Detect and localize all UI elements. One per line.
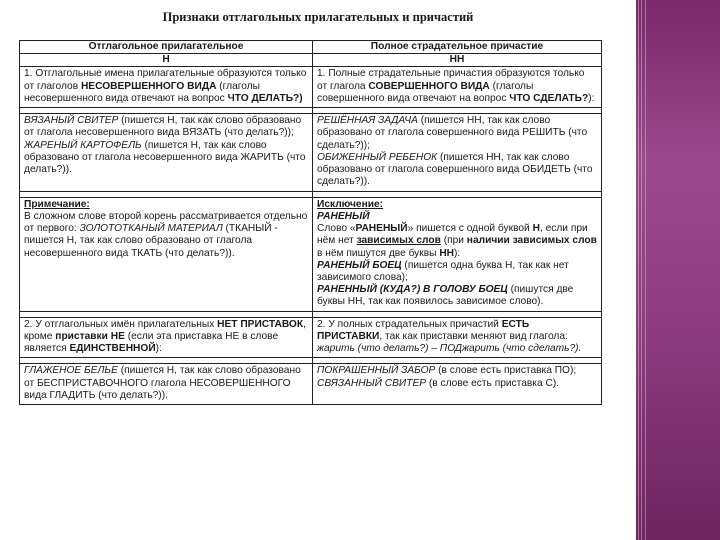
left-example-glazhenoe: ГЛАЖЕНОЕ БЕЛЬЕ (пишется Н, так как слово образовано от БЕСПРИСТАВОЧНОГО глагола НЕСОВЕРШЕННОГО вида ГЛАДИТЬ (что делать?)). xyxy=(24,365,301,401)
right-examples1 xyxy=(313,114,602,191)
left-note: Примечание: В сложном слове второй корень рассматривается отдельно от первого: ЗОЛОТОТКАНЫЙ МАТЕРИАЛ (ТКАНЫЙ - пишется Н, так как слово образовано от глагола несовершенного вида ТКАТЬ (что делать?)). xyxy=(20,197,313,311)
right-example-pokrashenny: ПОКРАШЕННЫЙ ЗАБОР (в слове есть приставка ПО); xyxy=(317,365,577,377)
right-example-svyazanny: СВЯЗАННЫЙ СВИТЕР (в слове есть приставка С). xyxy=(317,377,560,389)
exception-heading: Исключение: xyxy=(317,198,384,210)
comparison-table xyxy=(19,40,602,405)
suffix-n: Н xyxy=(20,54,313,67)
right-example-reshennaya: РЕШЁННАЯ ЗАДАЧА (пишется НН, так как слово образовано от глагола совершенного вида РЕШИТЬ (что сделать?)); xyxy=(317,115,588,151)
note-row xyxy=(20,197,602,311)
right-examples2 xyxy=(313,364,602,405)
note-heading: Примечание: xyxy=(24,198,90,210)
header-row xyxy=(20,41,602,54)
left-examples2 xyxy=(20,364,313,405)
left-example-zhareny: ЖАРЕНЫЙ КАРТОФЕЛЬ (пишется Н, так как слово образовано от глагола несовершенного вида ЖАРИТЬ (что делать?)). xyxy=(24,139,306,176)
page-title: Признаки отглагольных прилагательных и причастий xyxy=(162,10,474,24)
suffix-row xyxy=(20,54,602,67)
right-example-obizhenny: ОБИЖЕННЫЙ РЕБЕНОК (пишется НН, так как слово образовано от глагола совершенного вида ОБИДЕТЬ (что сделать?)). xyxy=(317,151,593,188)
examples2-row xyxy=(20,364,602,405)
rule2-row xyxy=(20,317,602,358)
rule1-row xyxy=(20,67,602,108)
left-rule1: 1. Отглагольные имена прилагательные образуются только от глаголов НЕСОВЕРШЕННОГО ВИДА (глаголы несовершенного вида отвечают на вопрос ЧТО ДЕЛАТЬ?) xyxy=(20,67,313,108)
decorative-side-panel xyxy=(636,0,720,540)
examples1-row xyxy=(20,114,602,191)
left-rule2: 2. У отглагольных имён прилагательных НЕТ ПРИСТАВОК, кроме приставки НЕ (если эта приставка НЕ в слове является ЕДИНСТВЕННОЙ): xyxy=(20,317,313,358)
right-rule1: 1. Полные страдательные причастия образуются только от глагола СОВЕРШЕННОГО ВИДА (глаголы совершенного вида отвечают на вопрос ЧТО СДЕЛАТЬ?): xyxy=(313,67,602,108)
column-heading-participle: Полное страдательное причастие xyxy=(313,41,602,54)
column-heading-adjective: Отглагольное прилагательное xyxy=(20,41,313,54)
right-exception: Исключение: РАНЕНЫЙ Слово «РАНЕНЫЙ» пишется с одной буквой Н, если при нём нет зависимых слов (при наличии зависимых слов в нём пишутся две буквы НН): РАНЕНЫЙ БОЕЦ (пишется одна буква Н, так как нет зависимого слова); РАНЕННЫЙ (КУДА?) В ГОЛОВУ БОЕЦ (пишутся две буквы НН, так как появилось зависимое слово). xyxy=(313,197,602,311)
left-example-vyazany: ВЯЗАНЫЙ СВИТЕР (пишется Н, так как слово образовано от глагола несовершенного вида ВЯЗАТЬ (что делать?)); xyxy=(24,115,302,139)
left-examples1 xyxy=(20,114,313,191)
suffix-nn: НН xyxy=(313,54,602,67)
right-rule2: 2. У полных страдательных причастий ЕСТЬ ПРИСТАВКИ, так как приставки меняют вид глагола: жарить (что делать?) – ПОДжарить (что сделать?). xyxy=(313,317,602,358)
